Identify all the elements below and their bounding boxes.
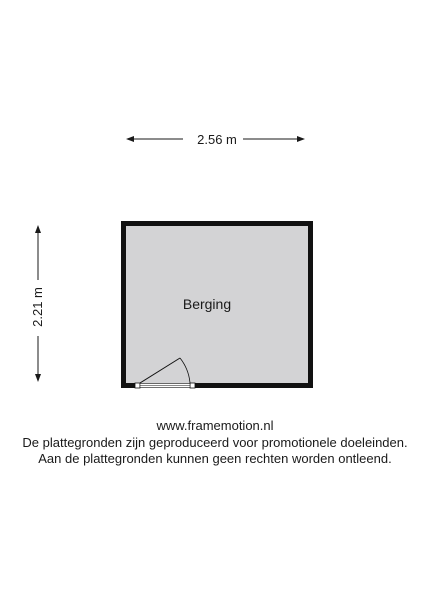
width-arrow-left-icon bbox=[126, 136, 134, 142]
disclaimer-line-2: Aan de plattegronden kunnen geen rechten worden ontleend. bbox=[38, 451, 392, 466]
website-text: www.framemotion.nl bbox=[156, 418, 274, 433]
room-label: Berging bbox=[182, 296, 232, 312]
footer bbox=[0, 418, 430, 468]
width-arrow-right-icon bbox=[297, 136, 305, 142]
wall-bottom-left bbox=[121, 383, 135, 388]
height-label: 2.21 m bbox=[30, 287, 45, 327]
height-arrow-top-icon bbox=[35, 225, 41, 233]
wall-top bbox=[121, 221, 313, 226]
width-dimension bbox=[126, 132, 305, 147]
height-arrow-bottom-icon bbox=[35, 374, 41, 382]
wall-bottom-right bbox=[195, 383, 313, 388]
wall-right bbox=[308, 221, 313, 388]
door-jamb-left bbox=[135, 383, 140, 388]
width-label: 2.56 m bbox=[197, 132, 237, 147]
disclaimer-line-1: De plattegronden zijn geproduceerd voor promotionele doeleinden. bbox=[22, 434, 408, 450]
door-jamb-right bbox=[190, 383, 195, 388]
room-berging bbox=[121, 221, 313, 388]
wall-left bbox=[121, 221, 126, 388]
height-dimension bbox=[30, 225, 45, 382]
